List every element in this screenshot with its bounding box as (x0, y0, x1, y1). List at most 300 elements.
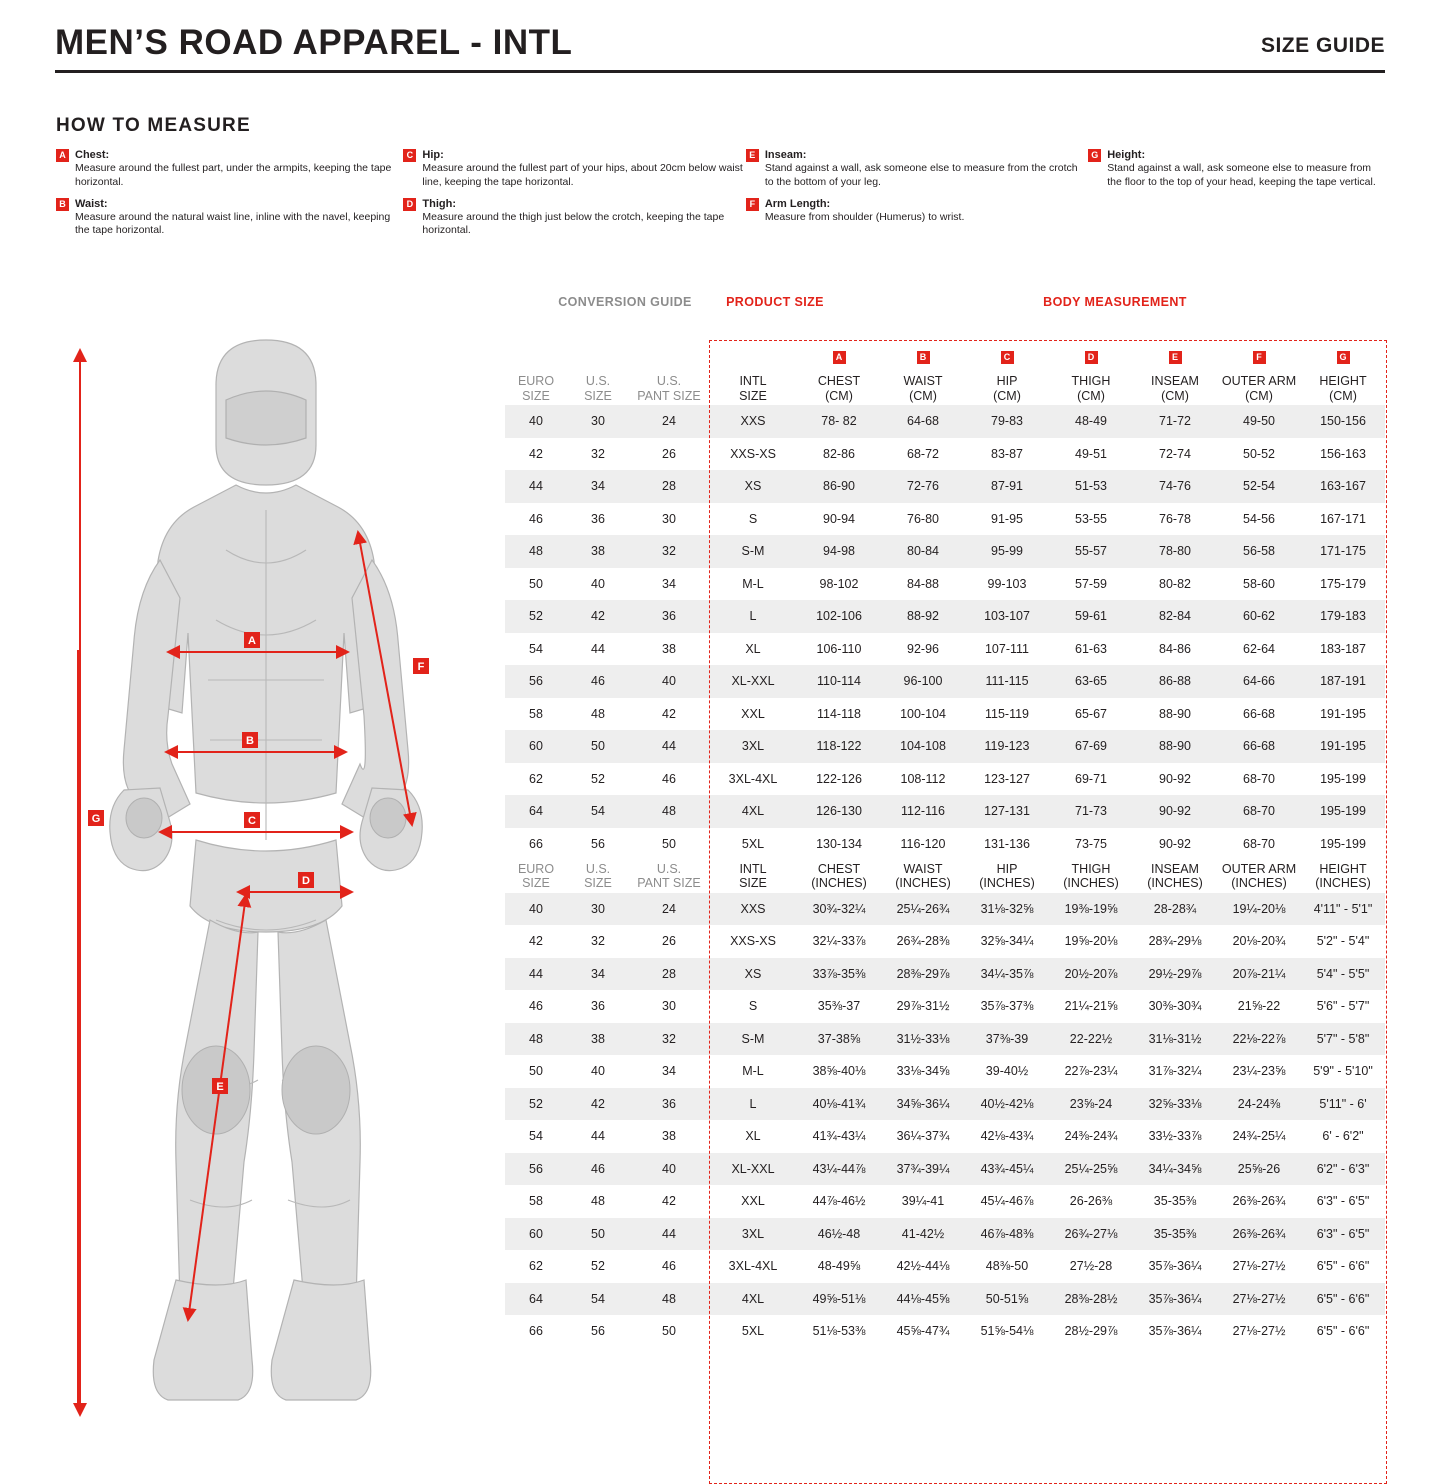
svg-text:E: E (216, 1081, 224, 1093)
table-cell: 41¾-43¼ (812, 1129, 866, 1144)
table-cell: 65-67 (1075, 706, 1107, 721)
table-cell: 31⅛-31½ (1148, 1031, 1202, 1046)
table-cell: 35⅞-36¼ (1148, 1291, 1202, 1306)
table-cell: 51-53 (1075, 479, 1107, 494)
table-cell: 78-80 (1159, 544, 1191, 559)
table-cell: 51⅛-53⅜ (812, 1324, 866, 1339)
table-cell: 38 (662, 641, 676, 656)
group-header-product: PRODUCT SIZE (726, 295, 824, 309)
table-cell: 79-83 (991, 414, 1023, 429)
table-cell: 4'11" - 5'1" (1313, 901, 1373, 916)
table-row (505, 1250, 1385, 1283)
table-cell: 86-90 (823, 479, 855, 494)
table-cell: 48 (591, 1194, 605, 1209)
table-cell: XXS (740, 901, 766, 916)
table-cell: 46 (591, 1161, 605, 1176)
table-cell: 34 (591, 479, 605, 494)
table-cell: 35-35⅜ (1153, 1194, 1197, 1209)
table-cell: 130-134 (816, 836, 862, 851)
table-cell: 68-72 (907, 446, 939, 461)
table-cell: 26 (662, 446, 676, 461)
table-cell: 35⅞-36¼ (1148, 1259, 1202, 1274)
table-cell: 50 (662, 836, 676, 851)
table-cell: 26-26⅜ (1069, 1194, 1113, 1209)
table-cell: 48 (529, 544, 543, 559)
table-cell: 56 (591, 1324, 605, 1339)
table-cell: 22⅛-22⅞ (1232, 1031, 1286, 1046)
badge-spacer (505, 340, 567, 373)
table-cell: 38 (591, 544, 605, 559)
svg-text:G: G (91, 813, 101, 825)
table-cell: 52 (529, 1096, 543, 1111)
table-cell: 34¼-34⅝ (1148, 1161, 1202, 1176)
table-cell: 195-199 (1320, 771, 1366, 786)
table-cell: 40½-42⅛ (980, 1096, 1034, 1111)
table-cell: 26 (662, 934, 676, 949)
badge-spacer (629, 340, 709, 373)
table-cell: 99-103 (987, 576, 1027, 591)
column-header: U.S. PANT SIZE (637, 374, 701, 403)
table-cell: 39-40½ (985, 1064, 1029, 1079)
table-cell: 88-90 (1159, 739, 1191, 754)
badge-b-icon: B (56, 198, 69, 211)
table-cell: 45⅝-47¾ (896, 1324, 950, 1339)
table-cell: 118-122 (816, 739, 862, 754)
table-cell: 40 (591, 1064, 605, 1079)
size-table-container (505, 295, 1385, 1348)
table-row (505, 1283, 1385, 1316)
column-header: HEIGHT (INCHES) (1315, 861, 1371, 891)
table-cell: 21⅝-22 (1237, 999, 1281, 1014)
column-header: U.S. PANT SIZE (637, 861, 701, 891)
table-cell: 58-60 (1243, 576, 1275, 591)
table-row (505, 1088, 1385, 1121)
table-cell: 3XL (741, 739, 765, 754)
table-cell: 62 (529, 1259, 543, 1274)
table-cell: 163-167 (1320, 479, 1366, 494)
table-cell: 6' - 6'2" (1322, 1129, 1364, 1144)
table-cell: 41-42½ (901, 1226, 945, 1241)
table-cell: 33½-33⅞ (1148, 1129, 1202, 1144)
table-cell: XXL (741, 706, 765, 721)
column-header: INTL SIZE (739, 374, 767, 403)
table-cell: 42½-44⅛ (896, 1259, 950, 1274)
table-cell: L (749, 1096, 757, 1111)
table-row (505, 470, 1385, 503)
table-row (505, 958, 1385, 991)
table-cell: 62-64 (1243, 641, 1275, 656)
table-cell: 20⅛-20¾ (1232, 934, 1286, 949)
table-cell: 36 (662, 1096, 676, 1111)
measure-column-2 (403, 148, 745, 246)
table-cell: 127-131 (984, 804, 1030, 819)
table-cell: 58 (529, 706, 543, 721)
table-row (505, 1153, 1385, 1186)
table-cell: 50 (529, 1064, 543, 1079)
table-cell: XS (744, 966, 762, 981)
badge-e-icon: E (746, 149, 759, 162)
page-title: MEN’S ROAD APPAREL - INTL (55, 23, 573, 62)
table-cell: 32⅝-34¼ (980, 934, 1034, 949)
table-cell: 24-24⅜ (1237, 1096, 1281, 1111)
table-row (505, 990, 1385, 1023)
table-cell: 30 (591, 414, 605, 429)
table-cell: 68-70 (1243, 771, 1275, 786)
table-cell: 3XL (741, 1226, 765, 1241)
table-cell: 29⅞-31½ (896, 999, 950, 1014)
table-cell: 4XL (741, 1291, 765, 1306)
table-cell: 122-126 (816, 771, 862, 786)
measure-item-waist (56, 197, 403, 238)
table-cell: 42 (529, 446, 543, 461)
table-row (505, 1185, 1385, 1218)
table-cell: 63-65 (1075, 674, 1107, 689)
table-cell: 54-56 (1243, 511, 1275, 526)
table-cell: 56 (529, 674, 543, 689)
badge-c-icon: C (403, 149, 416, 162)
table-cell: 60 (529, 1226, 543, 1241)
table-cell: 40 (591, 576, 605, 591)
size-table (505, 340, 1385, 1348)
table-cell: 42 (591, 609, 605, 624)
column-header: OUTER ARM (CM) (1221, 374, 1297, 403)
table-cell: 48-49⅝ (817, 1259, 861, 1274)
table-cell: 84-86 (1159, 641, 1191, 656)
measure-desc: Measure around the natural waist line, inline with the navel, keeping the tape horizontal. (75, 211, 391, 237)
table-cell: 54 (529, 1129, 543, 1144)
table-cell: 104-108 (900, 739, 946, 754)
measure-label: Arm Length: (764, 197, 831, 210)
table-cell: 72-76 (907, 479, 939, 494)
table-cell: 59-61 (1075, 609, 1107, 624)
table-cell: 32¼-33⅞ (812, 934, 866, 949)
table-cell: 50-52 (1243, 446, 1275, 461)
page-header (55, 25, 1385, 73)
table-cell: 56 (591, 836, 605, 851)
badge-c-icon: C (965, 340, 1049, 373)
table-cell: 46½-48 (817, 1226, 861, 1241)
table-row (505, 763, 1385, 796)
table-cell: 52 (591, 771, 605, 786)
table-cell: 103-107 (984, 609, 1030, 624)
table-cell: 42 (662, 1194, 676, 1209)
column-header: HIP (CM) (993, 374, 1021, 403)
table-cell: 24 (662, 901, 676, 916)
table-cell: 102-106 (816, 609, 862, 624)
table-cell: 26⅜-26¾ (1232, 1194, 1286, 1209)
table-cell: XXL (741, 1194, 765, 1209)
table-cell: 40 (529, 901, 543, 916)
table-cell: 64-68 (907, 414, 939, 429)
table-cell: 30⅜-30¾ (1148, 999, 1202, 1014)
table-cell: 50 (662, 1324, 676, 1339)
column-header: U.S. SIZE (584, 374, 612, 403)
table-row (505, 1055, 1385, 1088)
table-cell: 28⅜-28½ (1064, 1291, 1118, 1306)
table-cell: 52 (591, 1259, 605, 1274)
table-cell: 38 (662, 1129, 676, 1144)
table-row (505, 893, 1385, 926)
table-cell: 46 (529, 999, 543, 1014)
table-cell: 19⅜-19⅝ (1064, 901, 1118, 916)
table-cell: 26¾-28⅜ (896, 934, 950, 949)
table-cell: 23¼-23⅝ (1232, 1064, 1286, 1079)
table-cell: M-L (742, 1064, 764, 1079)
column-header: CHEST (INCHES) (811, 861, 867, 891)
table-cell: 4XL (741, 804, 765, 819)
table-cell: 84-88 (907, 576, 939, 591)
table-cell: 50 (591, 1226, 605, 1241)
table-cell: 36¼-37¾ (896, 1129, 950, 1144)
column-header: HIP (INCHES) (979, 861, 1035, 891)
table-cell: 36 (591, 999, 605, 1014)
table-cell: 6'5" - 6'6" (1316, 1291, 1370, 1306)
table-cell: S (748, 511, 758, 526)
table-cell: 34 (591, 966, 605, 981)
table-cell: 50 (591, 739, 605, 754)
table-cell: 28½-29⅞ (1064, 1324, 1118, 1339)
table-cell: 66-68 (1243, 706, 1275, 721)
table-cell: 31⅞-32¼ (1148, 1064, 1202, 1079)
table-cell: 6'5" - 6'6" (1316, 1259, 1370, 1274)
how-to-measure-list (56, 148, 1386, 246)
table-cell: 94-98 (823, 544, 855, 559)
table-cell: 131-136 (984, 836, 1030, 851)
table-cell: 44 (662, 1226, 676, 1241)
table-cell: 90-92 (1159, 804, 1191, 819)
table-row (505, 405, 1385, 438)
table-cell: 6'2" - 6'3" (1316, 1161, 1370, 1176)
table-cell: 107-111 (984, 641, 1030, 656)
table-cell: 30¾-32¼ (812, 901, 866, 916)
badge-a-icon: A (56, 149, 69, 162)
table-cell: 5'11" - 6' (1319, 1096, 1367, 1111)
svg-text:D: D (302, 875, 310, 887)
measure-label: Chest: (75, 149, 110, 161)
group-header-body: BODY MEASUREMENT (1043, 295, 1187, 309)
table-row (505, 633, 1385, 666)
table-cell: 91-95 (991, 511, 1023, 526)
table-cell: 39¼-41 (901, 1194, 945, 1209)
table-cell: 43¼-44⅞ (812, 1161, 866, 1176)
table-row (505, 1315, 1385, 1348)
table-cell: 19¼-20⅛ (1232, 901, 1286, 916)
table-cell: 5'2" - 5'4" (1316, 934, 1370, 949)
table-cell: 26⅜-26¾ (1232, 1226, 1286, 1241)
table-cell: 46 (591, 674, 605, 689)
badge-a-icon: A (797, 340, 881, 373)
measure-column-4 (1088, 148, 1386, 246)
column-header: INSEAM (INCHES) (1147, 861, 1203, 891)
table-cell: 191-195 (1320, 739, 1366, 754)
table-cell: 90-92 (1159, 771, 1191, 786)
table-cell: 44 (529, 966, 543, 981)
table-row (505, 665, 1385, 698)
column-header: INSEAM (CM) (1151, 374, 1199, 403)
table-cell: 40⅛-41¾ (812, 1096, 866, 1111)
table-cell: 45¼-46⅞ (980, 1194, 1034, 1209)
table-cell: 78- 82 (821, 414, 857, 429)
table-cell: 74-76 (1159, 479, 1191, 494)
table-cell: 43¾-45¼ (980, 1161, 1034, 1176)
table-cell: 96-100 (903, 674, 943, 689)
table-cell: 24 (662, 414, 676, 429)
table-cell: 179-183 (1320, 609, 1366, 624)
measure-desc: Measure around the thigh just below the crotch, keeping the tape horizontal. (422, 211, 725, 237)
badge-g-icon: G (1088, 149, 1101, 162)
badge-g-icon: G (1301, 340, 1385, 373)
table-cell: 61-63 (1075, 641, 1107, 656)
table-cell: 58 (529, 1194, 543, 1209)
table-cell: 183-187 (1320, 641, 1366, 656)
table-cell: 28 (662, 479, 676, 494)
table-cell: 35-35⅜ (1153, 1226, 1197, 1241)
column-header: WAIST (CM) (903, 374, 943, 403)
column-header: WAIST (INCHES) (895, 861, 951, 891)
table-cell: 114-118 (816, 706, 862, 721)
size-guide-label: SIZE GUIDE (1260, 34, 1385, 57)
measure-item-chest (56, 148, 403, 189)
table-row (505, 698, 1385, 731)
table-cell: 82-86 (823, 446, 855, 461)
table-row (505, 1120, 1385, 1153)
table-cell: 71-72 (1159, 414, 1191, 429)
table-cell: 5'7" - 5'8" (1316, 1031, 1370, 1046)
table-cell: 21¼-21⅝ (1064, 999, 1118, 1014)
table-cell: 46 (662, 771, 676, 786)
table-cell: 44 (591, 1129, 605, 1144)
table-cell: 48 (529, 1031, 543, 1046)
table-cell: 29½-29⅞ (1148, 966, 1202, 981)
measure-desc: Measure around the fullest part, under the armpits, keeping the tape horizontal. (75, 162, 392, 188)
column-header: THIGH (CM) (1071, 374, 1111, 403)
table-cell: 56-58 (1243, 544, 1275, 559)
table-cell: 68-70 (1243, 836, 1275, 851)
table-cell: 35⅜-37 (817, 999, 861, 1014)
table-cell: 66-68 (1243, 739, 1275, 754)
table-cell: 67-69 (1075, 739, 1107, 754)
table-cell: 6'3" - 6'5" (1316, 1194, 1370, 1209)
svg-text:F: F (417, 661, 425, 673)
table-cell: 51⅝-54⅛ (980, 1324, 1034, 1339)
table-cell: 187-191 (1320, 674, 1366, 689)
table-cell: 48⅜-50 (985, 1259, 1029, 1274)
table-cell: 73-75 (1075, 836, 1107, 851)
table-cell: 25¼-25⅝ (1064, 1161, 1118, 1176)
table-cell: 86-88 (1159, 674, 1191, 689)
table-cell: 27½-28 (1069, 1259, 1113, 1274)
table-cell: 195-199 (1320, 804, 1366, 819)
table-cell: 48 (662, 804, 676, 819)
table-cell: 126-130 (816, 804, 862, 819)
table-cell: 54 (591, 804, 605, 819)
table-cell: 44⅞-46½ (812, 1194, 866, 1209)
table-cell: 62 (529, 771, 543, 786)
table-cell: 175-179 (1320, 576, 1366, 591)
badge-e-icon: E (1133, 340, 1217, 373)
table-cell: 119-123 (984, 739, 1030, 754)
badge-spacer (567, 340, 629, 373)
table-cell: 33⅛-34⅝ (896, 1064, 950, 1079)
table-cell: 28¾-29⅛ (1148, 934, 1202, 949)
table-cell: 98-102 (819, 576, 859, 591)
table-cell: 24¾-25¼ (1232, 1129, 1286, 1144)
table-cell: 32 (591, 934, 605, 949)
table-cell: 5'4" - 5'5" (1316, 966, 1370, 981)
table-row (505, 925, 1385, 958)
table-row (505, 535, 1385, 568)
measure-label: Thigh: (422, 197, 456, 210)
table-cell: 31⅛-32⅝ (980, 901, 1034, 916)
table-cell: 23⅝-24 (1069, 1096, 1113, 1111)
table-cell: 115-119 (984, 706, 1030, 721)
table-cell: 28-28¾ (1153, 901, 1197, 916)
table-cell: XL (745, 1129, 761, 1144)
table-group-headers (505, 295, 1385, 340)
table-cell: 40 (662, 674, 676, 689)
table-cell: 38 (591, 1031, 605, 1046)
table-cell: 27⅛-27½ (1232, 1259, 1286, 1274)
table-cell: 36 (591, 511, 605, 526)
table-cell: 44⅛-45⅝ (896, 1291, 950, 1306)
table-cell: 90-94 (823, 511, 855, 526)
column-header: CHEST (CM) (817, 374, 861, 403)
table-cell: 32 (591, 446, 605, 461)
table-cell: 54 (529, 641, 543, 656)
table-cell: 46⅞-48⅜ (980, 1226, 1034, 1241)
measure-label: Inseam: (764, 149, 807, 161)
table-cell: 36 (662, 609, 676, 624)
column-header: EURO SIZE (517, 374, 555, 403)
table-cell: 110-114 (816, 674, 862, 689)
table-cell: 37¾-39¼ (896, 1161, 950, 1176)
table-row (505, 828, 1385, 861)
table-cell: 66 (529, 836, 543, 851)
table-cell: 42 (591, 1096, 605, 1111)
table-cell: M-L (742, 576, 764, 591)
measure-item-arm-length (746, 197, 1088, 225)
table-cell: 37-38⅝ (817, 1031, 861, 1046)
table-cell: L (749, 609, 757, 624)
table-cell: 76-80 (907, 511, 939, 526)
table-cell: 71-73 (1075, 804, 1107, 819)
table-cell: 111-115 (985, 674, 1029, 689)
table-cell: 20⅞-21¼ (1232, 966, 1286, 981)
table-cell: XXS-XS (730, 446, 776, 461)
table-cell: 30 (662, 511, 676, 526)
table-cell: 6'3" - 6'5" (1316, 1226, 1370, 1241)
table-cell: 53-55 (1075, 511, 1107, 526)
measure-item-height (1088, 148, 1386, 189)
table-cell: 5XL (741, 836, 765, 851)
how-to-measure-title: HOW TO MEASURE (56, 115, 251, 136)
table-cell: 83-87 (991, 446, 1023, 461)
table-cell: 167-171 (1320, 511, 1366, 526)
table-cell: XL-XXL (731, 1161, 775, 1176)
table-cell: XXS-XS (730, 934, 776, 949)
group-header-conversion: CONVERSION GUIDE (558, 295, 692, 309)
table-cell: 92-96 (907, 641, 939, 656)
table-cell: 6'5" - 6'6" (1316, 1324, 1370, 1339)
badge-b-icon: B (881, 340, 965, 373)
table-cell: 50 (529, 576, 543, 591)
table-cell: 42 (529, 934, 543, 949)
table-cell: 19⅝-20⅛ (1064, 934, 1118, 949)
column-header: OUTER ARM (INCHES) (1221, 861, 1297, 891)
table-cell: 32 (662, 1031, 676, 1046)
table-cell: 3XL-4XL (728, 771, 778, 786)
table-cell: 48 (662, 1291, 676, 1306)
